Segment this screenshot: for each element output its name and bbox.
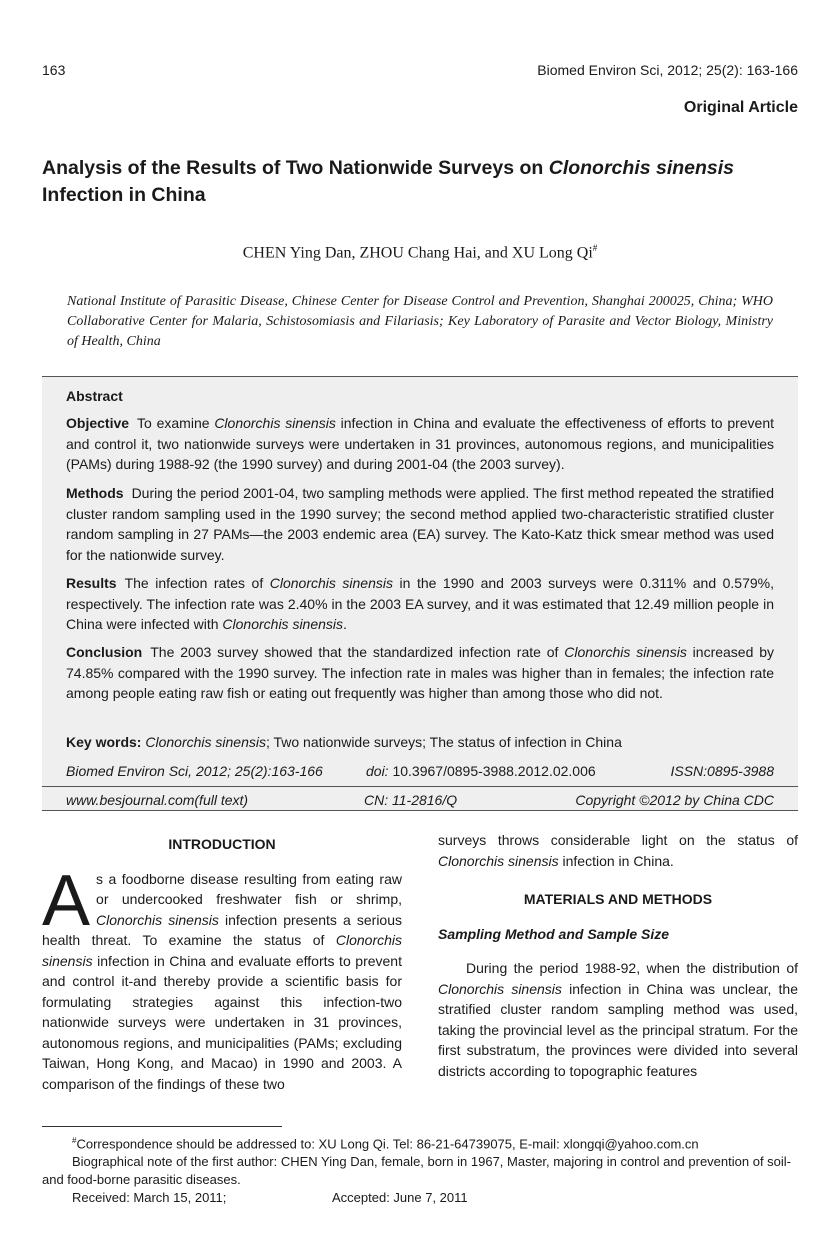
abstract-heading: Abstract — [66, 388, 123, 404]
footnote-divider — [42, 1126, 282, 1127]
article-title: Analysis of the Results of Two Nationwide Surveys on Clonorchis sinensis Infection in China — [42, 157, 735, 206]
copyright: Copyright ©2012 by China CDC — [575, 792, 774, 808]
journal-url[interactable]: www.besjournal.com(full text) — [66, 792, 249, 808]
affiliation: National Institute of Parasitic Disease, Chinese Center for Disease Control and Prevention, Shanghai 200025, China; WHO Collaborative Center for Malaria, Schistosomiasis and Filariasis; Key Laboratory of Parasite and Vector Biology, Ministry of Health, China — [67, 294, 773, 349]
dates-note — [42, 1189, 798, 1207]
abstract-box — [42, 376, 798, 811]
body-column-left — [42, 830, 402, 1094]
footnotes — [42, 1132, 798, 1207]
abstract-conclusion: Conclusion The 2003 survey showed that the standardized infection rate of Clonorchis sinensis increased by 74.85% compared with the 1990 survey. The infection rate in males was higher than in females; the infection rate among people eating raw fish or eating out frequently was higher than among those who did not. — [66, 644, 775, 701]
drop-cap: A — [42, 860, 91, 941]
keywords: Key words: Clonorchis sinensis; Two nationwide surveys; The status of infection in China — [66, 734, 622, 750]
introduction-paragraph: As a foodborne disease resulting from eating raw or undercooked freshwater fish or shrimp, Clonorchis sinensis infection presents a serious health threat. To examine the status of Clonorchis sinensis infection in China and evaluate efforts to prevent and control it-and thereby provide a scientific basis for formulating strategies against this infection-two nationwide surveys were undertaken in 31 provinces, autonomous regions, and municipalities (PAMs; excluding Taiwan, Hong Kong, and Macao) in 1990 and 2003. A comparison of the findings of these two — [42, 860, 403, 1092]
sampling-subheading: Sampling Method and Sample Size — [438, 925, 670, 942]
introduction-heading: INTRODUCTION — [168, 836, 276, 852]
abstract-results: Results The infection rates of Clonorchis sinensis in the 1990 and 2003 surveys were 0.311% and 0.579%, respectively. The infection rate was 2.40% in the 2003 EA survey, and it was estimated that 12.49 million people in China were infected with Clonorchis sinensis. — [66, 575, 774, 632]
cn-number: CN: 11-2816/Q — [364, 792, 458, 808]
accepted-date: Accepted: June 7, 2011 — [332, 1190, 468, 1206]
correspondence-note: #Correspondence should be addressed to: XU Long Qi. Tel: 86-21-64739075, E-mail: xlongqi@yahoo.com.cn — [72, 1136, 699, 1152]
page-number: 163 — [42, 62, 66, 78]
abstract-methods: Methods During the period 2001-04, two sampling methods were applied. The first method repeated the stratified cluster random sampling used in the 1990 survey; the second method applied two-characteristic stratified cluster random sampling in 27 PAMs—the 2003 endemic area (EA) survey. The Kato-Katz thick smear method was used for the nationwide survey. — [66, 485, 774, 563]
meta-divider — [42, 786, 798, 787]
body-column-right — [438, 830, 798, 1081]
article-type-label: Original Article — [683, 99, 798, 116]
abstract-objective: Objective To examine Clonorchis sinensis infection in China and evaluate the effectiveness of efforts to prevent and control it, two nationwide surveys were undertaken in 31 provinces, autonomous regions, and municipalities (PAMs) during 1988-92 (the 1990 survey) and during 2001-04 (the 2003 survey). — [66, 415, 775, 472]
citation: Biomed Environ Sci, 2012; 25(2):163-166 — [66, 763, 323, 779]
issn: ISSN:0895-3988 — [670, 763, 774, 779]
biography-note: Biographical note of the first author: CHEN Ying Dan, female, born in 1967, Master, majoring in control and prevention of soil-and food-borne parasitic diseases. — [42, 1154, 791, 1188]
journal-reference: Biomed Environ Sci, 2012; 25(2): 163-166 — [537, 62, 798, 78]
introduction-continued: surveys throws considerable light on the status of Clonorchis sinensis infection in China. — [438, 832, 798, 869]
received-date: Received: March 15, 2011; — [72, 1190, 227, 1206]
sampling-paragraph: During the period 1988-92, when the distribution of Clonorchis sinensis infection in China was unclear, the stratified cluster random sampling method was used, taking the provincial level as the principal stratum. For the first substratum, the provinces were divided into several districts according to topographic features — [438, 960, 798, 1079]
doi: doi: 10.3967/0895-3988.2012.02.006 — [366, 763, 596, 779]
author-list: CHEN Ying Dan, ZHOU Chang Hai, and XU Long Qi# — [242, 243, 598, 262]
methods-heading: MATERIALS AND METHODS — [523, 891, 713, 907]
